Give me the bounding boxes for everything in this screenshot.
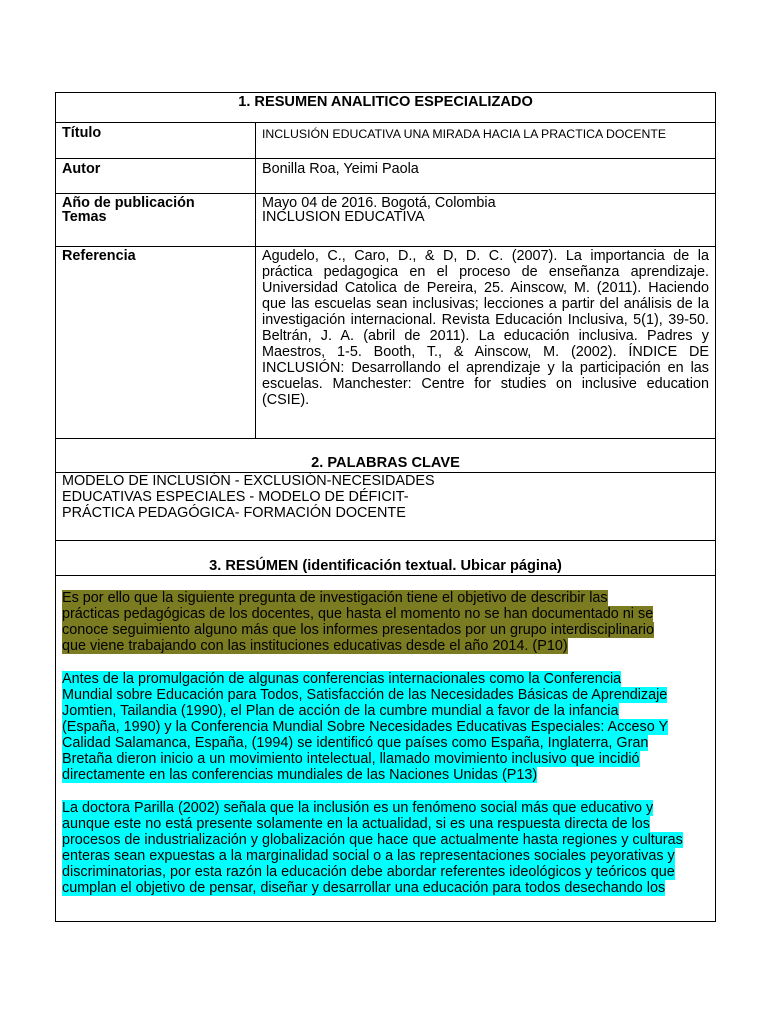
highlighted-line: Mundial sobre Educación para Todos, Satisfacción de las Necesidades Básicas de Aprendizaje [62, 686, 668, 703]
section3-heading: 3. RESÚMEN (identificación textual. Ubicar página) [56, 540, 716, 575]
highlighted-line: conoce seguimiento alguno más que los informes presentados por un grupo interdisciplinario [62, 621, 654, 638]
row-autor [56, 159, 716, 194]
highlighted-line: Jomtien, Tailandia (1990), el Plan de acción de la cumbre mundial a favor de la infancia [62, 702, 619, 719]
temas-value: INCLUSION EDUCATIVA [256, 211, 716, 246]
section1-heading-row [56, 93, 716, 123]
autor-label: Autor [56, 159, 256, 194]
section1-heading: 1. RESUMEN ANALITICO ESPECIALIZADO [56, 93, 716, 123]
keywords-line: PRÁCTICA PEDAGÓGICA- FORMACIÓN DOCENTE [62, 504, 406, 521]
rae-table [55, 92, 716, 922]
highlighted-line: prácticas pedagógicas de los docentes, que hasta el momento no se han documentado ni se [62, 605, 654, 622]
highlighted-line: cumplan el objetivo de pensar, diseñar y desarrollar una educación para todos desechando los [62, 879, 666, 896]
highlighted-line: procesos de industrialización y globalización que hace que actualmente hasta regiones y culturas [62, 831, 683, 848]
row-titulo [56, 123, 716, 159]
highlighted-line: enteras sean expuestas a la marginalidad social o a las representaciones sociales peyorativas y [62, 847, 675, 864]
highlighted-line: Antes de la promulgación de algunas conferencias internacionales como la Conferencia [62, 670, 622, 687]
highlighted-line: Es por ello que la siguiente pregunta de investigación tiene el objetivo de describir las [62, 589, 608, 606]
resumen-cell [56, 575, 716, 921]
resumen-paragraph [62, 800, 709, 896]
highlighted-line: Calidad Salamanca, España, (1994) se identificó que países como España, Inglaterra, Gran [62, 734, 649, 751]
referencia-value: Agudelo, C., Caro, D., & D, D. C. (2007). La importancia de la práctica pedagogica en el proceso de enseñanza aprendizaje. Universidad Catolica de Pereira, 25. Ainscow, M. (2011). Haciendo que las escuelas sean inclusivas; lecciones a partir del análisis de la investigación internacional. Revista Educación Inclusiva, 5(1), 39-50. Beltrán, J. A. (abril de 2011). La educación inclusiva. Padres y Maestros, 1-5. Booth, T., & Ainscow, M. (2002). ÍNDICE DE INCLUSIÓN: Desarrollando el aprendizaje y la participación en las escuelas. Manchester: Centre for studies on inclusive education (CSIE). [256, 246, 716, 438]
section2-heading-row [56, 438, 716, 472]
row-temas [56, 211, 716, 246]
highlighted-line: aunque este no está presente solamente en la actualidad, si es una respuesta directa de los [62, 815, 651, 832]
resumen-paragraph [62, 590, 709, 654]
keywords-line: MODELO DE INCLUSIÓN - EXCLUSIÓN-NECESIDADES [62, 472, 435, 489]
resumen-paragraph [62, 671, 709, 783]
anio-value: Mayo 04 de 2016. Bogotá, Colombia [256, 194, 716, 212]
resumen-row [56, 575, 716, 921]
highlighted-line: discriminatorias, por esta razón la educación debe abordar referentes ideológicos y teóricos que [62, 863, 675, 880]
document-page [55, 92, 715, 922]
highlighted-line: Bretaña dieron inicio a un movimiento intelectual, llamado movimiento inclusivo que incidió [62, 750, 640, 767]
autor-value: Bonilla Roa, Yeimi Paola [256, 159, 716, 194]
titulo-value: INCLUSIÓN EDUCATIVA UNA MIRADA HACIA LA PRACTICA DOCENTE [256, 123, 716, 159]
keywords-line: EDUCATIVAS ESPECIALES - MODELO DE DÉFICIT- [62, 488, 409, 505]
referencia-label: Referencia [56, 246, 256, 438]
highlighted-line: La doctora Parilla (2002) señala que la inclusión es un fenómeno social más que educativo y [62, 799, 654, 816]
highlighted-line: (España, 1990) y la Conferencia Mundial Sobre Necesidades Educativas Especiales: Acceso Y [62, 718, 669, 735]
anio-label: Año de publicación [56, 194, 256, 212]
row-referencia [56, 246, 716, 438]
keywords-row [56, 472, 716, 540]
section2-heading: 2. PALABRAS CLAVE [56, 438, 716, 472]
highlighted-line: directamente en las conferencias mundiales de las Naciones Unidas (P13) [62, 766, 538, 783]
highlighted-line: que viene trabajando con las instituciones educativas desde el año 2014. (P10) [62, 637, 568, 654]
titulo-label: Título [56, 123, 256, 159]
keywords-cell [56, 472, 716, 540]
temas-label: Temas [56, 211, 256, 246]
section3-heading-row [56, 540, 716, 575]
